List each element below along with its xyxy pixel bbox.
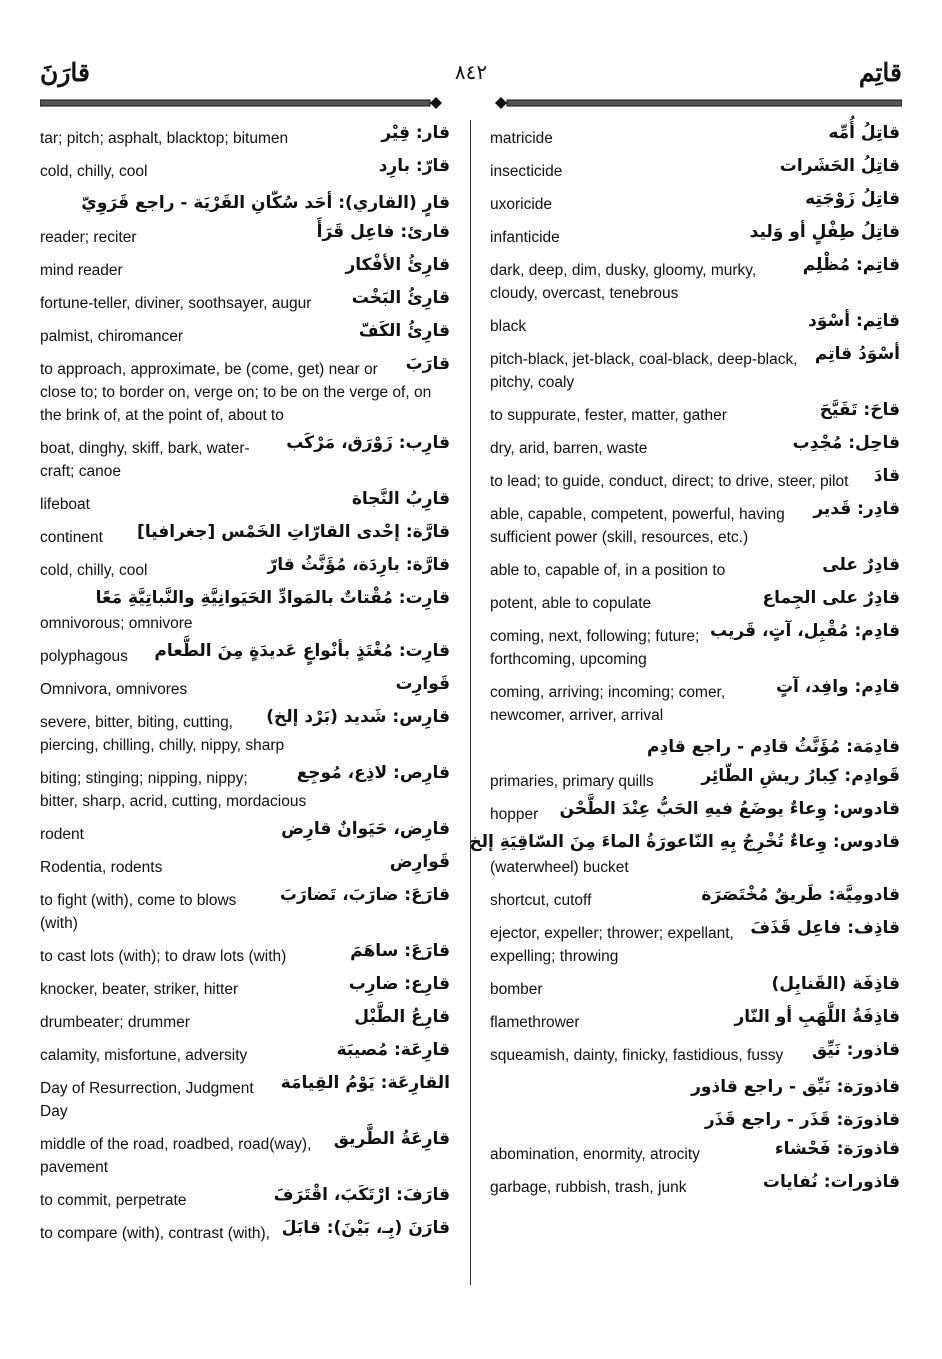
arabic-headword: قار: قِيْر [381, 123, 450, 143]
arabic-headword: قاذورَة: نَيِّق - راجع قاذور [691, 1077, 900, 1097]
arabic-headword: قاتِم: مُظْلِم [802, 255, 900, 275]
dictionary-entry [40, 488, 450, 521]
dictionary-entry [490, 188, 900, 221]
english-definition: to suppurate, fester, matter, gather [490, 407, 727, 424]
english-definition: ejector, expeller; thrower; expellant, expelling; throwing [490, 925, 734, 965]
english-definition: insecticide [490, 163, 563, 180]
arabic-headword: قاذورات: نُفايات [762, 1172, 900, 1192]
header-right-word: قاتِم [858, 58, 902, 87]
arabic-headword: قاذِفَةُ اللَّهَبِ أو النّار [734, 1007, 900, 1027]
arabic-headword: قاتِلُ طِفْلٍ أو وَليد [749, 222, 900, 242]
arabic-headword: قاتِلُ زَوْجَتِه [805, 189, 900, 209]
arabic-headword: قارَّة: بارِدَة، مُؤَنَّثُ قارّ [267, 555, 450, 575]
column-divider [470, 120, 471, 1285]
arabic-headword: قادَ [873, 466, 900, 486]
dictionary-entry [490, 310, 900, 343]
dictionary-entry [490, 122, 900, 155]
arabic-headword: قادِم: مُقْبِل، آتٍ، قَريب [709, 621, 900, 641]
dictionary-entry [40, 521, 450, 554]
dictionary-entry [490, 676, 900, 732]
dictionary-entry [40, 818, 450, 851]
english-definition: biting; stinging; nipping, nippy; bitter, sharp, acrid, cutting, mordacious [40, 770, 307, 810]
arabic-headword: قاتِم: أسْوَد [808, 311, 900, 331]
arabic-headword: قارَفَ: ارْتَكَبَ، اقْتَرَفَ [273, 1185, 450, 1205]
english-definition: to lead; to guide, conduct, direct; to drive, steer, pilot [490, 473, 849, 490]
dictionary-entry [40, 320, 450, 353]
english-definition: middle of the road, roadbed, road(way), pavement [40, 1136, 312, 1176]
page-number: ٨٤٢ [454, 60, 488, 84]
english-definition: tar; pitch; asphalt, blacktop; bitumen [40, 130, 289, 147]
header-ornament-rule-right [495, 97, 902, 109]
dictionary-entry [40, 673, 450, 706]
dictionary-entry [490, 432, 900, 465]
english-definition: omnivorous; omnivore [40, 615, 193, 632]
arabic-headword: قَوادِم: كِبارُ ريشِ الطّائِر [701, 766, 900, 786]
english-definition: to fight (with), come to blows (with) [40, 892, 237, 932]
arabic-headword: قارِص: لاذِع، مُوجِع [296, 763, 450, 783]
arabic-headword: قاذورَة: قَذَر - راجع قَذَر [704, 1110, 900, 1130]
arabic-headword: قادوس: وِعاءٌ تُخْرِجُ بِهِ النّاعورَةُ الماءَ مِنَ السّاقِيَةِ إلخ [469, 832, 900, 852]
english-definition: abomination, enormity, atrocity [490, 1146, 700, 1163]
arabic-headword: قارِت: مُقْتاتٌ بالمَوادِّ الحَيَوانِيَّةِ والنَّباتِيَّةِ مَعًا [95, 588, 450, 608]
dictionary-entry [490, 343, 900, 399]
arabic-headword: قادِرٌ على [822, 555, 900, 575]
arabic-headword: قاحِل: مُجْدِب [792, 433, 900, 453]
english-definition: severe, bitter, biting, cutting, piercing, chilling, chilly, nippy, sharp [40, 714, 285, 754]
english-definition: Omnivora, omnivores [40, 681, 188, 698]
english-definition: infanticide [490, 229, 560, 246]
dictionary-entry [40, 1128, 450, 1184]
arabic-headword: قارٍ (القاري): أحَد سُكّانِ القَرْيَة - راجع قَرَوِيّ [81, 193, 450, 213]
arabic-headword: قادِر: قَدير [813, 499, 900, 519]
english-definition: to cast lots (with); to draw lots (with) [40, 948, 287, 965]
dictionary-entry [490, 221, 900, 254]
arabic-headword: قَوارِض [389, 852, 450, 872]
dictionary-entry [40, 940, 450, 973]
arabic-headword: قارِس: شَديد (بَرْد إلخ) [266, 707, 450, 727]
english-definition: hopper [490, 806, 539, 823]
header-ornament-rule-left [40, 97, 442, 109]
english-definition: Rodentia, rodents [40, 859, 163, 876]
arabic-headword: قاتِلُ الحَشَرات [779, 156, 900, 176]
english-definition: potent, able to copulate [490, 595, 652, 612]
dictionary-entry [490, 465, 900, 498]
arabic-headword: قارِض، حَيَوانٌ قارِض [281, 819, 450, 839]
english-definition: coming, arriving; incoming; comer, newcomer, arriver, arrival [490, 684, 726, 724]
dictionary-entry [490, 155, 900, 188]
english-definition: dark, deep, dim, dusky, gloomy, murky, cloudy, overcast, tenebrous [490, 262, 757, 302]
english-definition: reader; reciter [40, 229, 137, 246]
english-definition: to compare (with), contrast (with), [40, 1225, 270, 1242]
english-definition: primaries, primary quills [490, 773, 654, 790]
english-definition: fortune-teller, diviner, soothsayer, augur [40, 295, 312, 312]
dictionary-entry [40, 706, 450, 762]
arabic-headword: قاذورَة: فَحْشاء [774, 1139, 900, 1159]
dictionary-entry [469, 831, 900, 884]
english-definition: drumbeater; drummer [40, 1014, 190, 1031]
arabic-headword: قارِع: ضارِب [348, 974, 450, 994]
arabic-headword: قارِبُ النَّجاة [351, 489, 450, 509]
arabic-headword: قارِعَة: مُصيبَة [336, 1040, 450, 1060]
dictionary-entry [40, 1184, 450, 1217]
english-definition: bomber [490, 981, 543, 998]
arabic-headword: قارِب: زَوْرَق، مَرْكَب [286, 433, 450, 453]
english-definition: polyphagous [40, 648, 128, 665]
english-definition: garbage, rubbish, trash, junk [490, 1179, 687, 1196]
dictionary-entry [490, 884, 900, 917]
dictionary-entry [40, 353, 450, 432]
dictionary-entry [490, 399, 900, 432]
dictionary-entry [40, 188, 450, 221]
arabic-headword: قارَنَ (بِـ، بَيْنَ): قابَلَ [281, 1218, 450, 1238]
left-column [40, 122, 450, 1250]
dictionary-entry [40, 221, 450, 254]
english-definition: able, capable, competent, powerful, having sufficient power (skill, resources, etc.) [490, 506, 785, 546]
english-definition: Day of Resurrection, Judgment Day [40, 1080, 254, 1120]
english-definition: uxoricide [490, 196, 553, 213]
arabic-headword: قاذور: نَيِّق [812, 1040, 900, 1060]
dictionary-entry [40, 122, 450, 155]
arabic-headword: قادِمَة: مُؤَنَّثُ قادِم - راجع قادِم [647, 737, 900, 757]
arabic-headword: قارَبَ [405, 354, 450, 374]
dictionary-entry [490, 254, 900, 310]
dictionary-entry [490, 1072, 900, 1105]
dictionary-entry [490, 798, 900, 831]
arabic-headword: قادومِيَّة: طَريقٌ مُخْتَصَرَة [701, 885, 900, 905]
arabic-headword: قارَّة: إحْدى القارّاتِ الخَمْس [جغرافيا] [137, 522, 450, 542]
english-definition: to approach, approximate, be (come, get) near or close to; to border on, verge on; to be on the verge of, on the brink of, at the point of, about to [40, 361, 432, 424]
dictionary-entry [40, 554, 450, 587]
arabic-headword: قاذِفَة (القَنابِل) [771, 974, 900, 994]
arabic-headword: قادوس: وِعاءٌ يوضَعُ فيهِ الحَبُّ عِنْدَ الطَّحْن [559, 799, 900, 819]
dictionary-entry [40, 1006, 450, 1039]
dictionary-entry [40, 287, 450, 320]
english-definition: mind reader [40, 262, 123, 279]
english-definition: continent [40, 529, 103, 546]
arabic-headword: قادِم: وافِد، آتٍ [775, 677, 900, 697]
dictionary-entry [40, 587, 450, 640]
english-definition: shortcut, cutoff [490, 892, 592, 909]
arabic-headword: قَوارِت [395, 674, 450, 694]
arabic-headword: قارئ: فاعِل قَرَأَ [316, 222, 450, 242]
arabic-headword: قادِرٌ على الجِماع [762, 588, 900, 608]
dictionary-entry [40, 762, 450, 818]
english-definition: black [490, 318, 527, 335]
dictionary-entry [40, 432, 450, 488]
english-definition: cold, chilly, cool [40, 562, 148, 579]
english-definition: calamity, misfortune, adversity [40, 1047, 248, 1064]
dictionary-entry [40, 1039, 450, 1072]
english-definition: coming, next, following; future; forthcoming, upcoming [490, 628, 700, 668]
dictionary-entry [490, 620, 900, 676]
dictionary-entry [490, 498, 900, 554]
english-definition: knocker, beater, striker, hitter [40, 981, 239, 998]
dictionary-entry [490, 1138, 900, 1171]
right-column [469, 122, 900, 1204]
english-definition: dry, arid, barren, waste [490, 440, 648, 457]
arabic-headword: قارِئُ الكَفّ [358, 321, 450, 341]
arabic-headword: قارِت: مُغْتَذٍ بأنْواعٍ عَديدَةٍ مِنَ الطَّعام [154, 641, 450, 661]
dictionary-entry [490, 1006, 900, 1039]
dictionary-entry [40, 1217, 450, 1250]
dictionary-entry [40, 884, 450, 940]
dictionary-entry [490, 973, 900, 1006]
dictionary-entry [40, 640, 450, 673]
dictionary-entry [490, 917, 900, 973]
english-definition: rodent [40, 826, 84, 843]
dictionary-entry [40, 973, 450, 1006]
arabic-headword: قارِئُ البَخْت [351, 288, 450, 308]
arabic-headword: قاذِف: فاعِل قَذَفَ [750, 918, 900, 938]
english-definition: flamethrower [490, 1014, 580, 1031]
dictionary-entry [490, 587, 900, 620]
arabic-headword: أسْوَدُ قاتِم [814, 344, 900, 364]
arabic-headword: قارِعُ الطَّبْل [354, 1007, 450, 1027]
arabic-headword: القارِعَة: يَوْمُ القِيامَة [280, 1073, 450, 1093]
dictionary-entry [490, 554, 900, 587]
header-left-word: قارَنَ [40, 58, 90, 87]
english-definition: boat, dinghy, skiff, bark, water-craft; canoe [40, 440, 250, 480]
english-definition: to commit, perpetrate [40, 1192, 187, 1209]
english-definition: cold, chilly, cool [40, 163, 148, 180]
arabic-headword: قارِعَةُ الطَّريق [333, 1129, 450, 1149]
dictionary-entry [40, 851, 450, 884]
arabic-headword: قاتِلُ أُمِّه [828, 123, 900, 143]
english-definition: (waterwheel) bucket [490, 859, 629, 876]
arabic-headword: قاحَ: تَقَيَّحَ [819, 400, 900, 420]
english-definition: able to, capable of, in a position to [490, 562, 726, 579]
english-definition: squeamish, dainty, finicky, fastidious, fussy [490, 1047, 784, 1064]
arabic-headword: قارَعَ: ضارَبَ، تَضارَبَ [279, 885, 450, 905]
dictionary-entry [40, 254, 450, 287]
english-definition: palmist, chiromancer [40, 328, 183, 345]
english-definition: matricide [490, 130, 553, 147]
dictionary-entry [40, 1072, 450, 1128]
dictionary-entry [490, 1039, 900, 1072]
dictionary-entry [490, 1171, 900, 1204]
arabic-headword: قارِئُ الأفْكار [345, 255, 450, 275]
dictionary-entry [490, 765, 900, 798]
dictionary-entry [490, 732, 900, 765]
english-definition: lifeboat [40, 496, 90, 513]
english-definition: pitch-black, jet-black, coal-black, deep-black, pitchy, coaly [490, 351, 798, 391]
dictionary-entry [490, 1105, 900, 1138]
arabic-headword: قارّ: بارِد [378, 156, 450, 176]
dictionary-entry [40, 155, 450, 188]
arabic-headword: قارَعَ: ساهَمَ [350, 941, 450, 961]
